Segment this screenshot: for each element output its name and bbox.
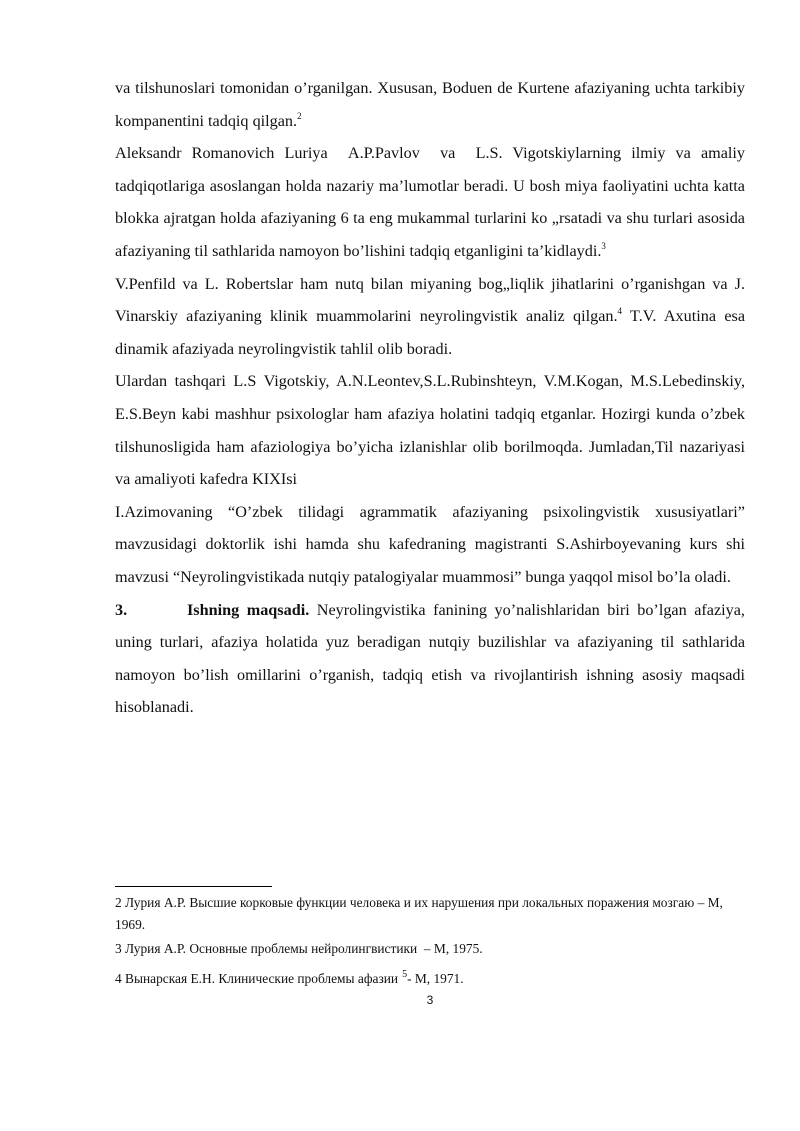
footnote-text: 4 Вынарская Е.Н. Клинические проблемы афазии — [115, 971, 399, 986]
paragraph-text: va tilshunoslari tomonidan o’rganilgan. Xususan, Boduen de Kurtene afaziyaning uchta tarkibiy kompanentini tadqiq qilgan. — [115, 79, 745, 130]
page-number: 3 — [426, 993, 434, 1007]
document-body — [115, 72, 745, 724]
footnote-ref-3[interactable]: 3 — [601, 240, 606, 251]
paragraph-4 — [115, 365, 745, 495]
paragraph-text: V.Penfild va L. Robertslar ham nutq bilan miyaning bog„liqlik jihatlarini o’rganishgan va J. Vinarskiy afaziyaning klinik muammolarini neyrolingvistik analiz qilgan. — [115, 274, 745, 326]
footnote-2: 2 Лурия А.Р. Высшие корковые функции человека и их нарушения при локальных поражения мозгаю – М, 1969. — [115, 895, 723, 932]
paragraph-2 — [115, 137, 745, 267]
footnote-ref-5[interactable]: 5 — [402, 969, 408, 980]
paragraph-3 — [115, 268, 745, 366]
section-heading: Ishning maqsadi. — [187, 600, 310, 619]
paragraph-text: Aleksandr Romanovich Luriya A.P.Pavlov va L.S. Vigotskiylarning ilmiy va amaliy tadqiqotlariga asoslangan holda nazariy ma’lumotlar beradi. U bosh miya faoliyatini uchta katta blokka ajratgan holda afaziyaning 6 ta eng mukammal turlarini ko „rsatadi va shu turlari asosida afaziyaning til sathlarida namoyon bo’lishini tadqiq etganligini ta’kidlaydi. — [115, 144, 745, 260]
paragraph-text: I.Azimovaning “O’zbek tilidagi agrammatik afaziyaning psixolingvistik xususiyatlari” mavzusidagi doktorlik ishi hamda shu kafedraning magistranti S.Ashirboyevaning kurs shi mavzusi “Neyrolingvistikada nutqiy patalogiyalar muammosi” bunga yaqqol misol bo’la oladi. — [115, 502, 745, 586]
section-text: Neyrolingvistika fanining yo’nalishlaridan biri bo’lgan afaziya, uning turlari, afaziya holatida yuz beradigan nutqiy buzilishlar va afaziyaning til sathlarida namoyon bo’lish omillarini o’rganish, tadqiq etish va rivojlantirish ishning asosiy maqsadi hisoblanadi. — [115, 600, 745, 717]
footnote-3: 3 Лурия А.Р. Основные проблемы нейролингвистики – М, 1975. — [115, 941, 483, 956]
footnote-text-continued: - М, 1971. — [407, 971, 464, 986]
paragraph-5 — [115, 496, 745, 594]
footnote-ref-4[interactable]: 4 — [617, 306, 623, 317]
section-number: 3. — [115, 600, 128, 619]
footnote-separator — [115, 886, 272, 887]
footnotes — [115, 892, 745, 990]
footnote-4 — [115, 968, 745, 990]
paragraph-text-continued: T.V. Axutina esa dinamik afaziyada neyrolingvistik tahlil olib boradi. — [115, 307, 745, 358]
paragraph-1 — [115, 72, 745, 137]
goal-section — [115, 594, 745, 724]
paragraph-text: Ulardan tashqari L.S Vigotskiy, A.N.Leontev,S.L.Rubinshteyn, V.M.Kogan, M.S.Lebedinskiy, E.S.Beyn kabi mashhur psixologlar ham afaziya holatini tadqiq etganlar. Hozirgi kunda o’zbek tilshunosligida ham afaziologiya bo’yicha izlanishlar olib borilmoqda. Jumladan,Til nazariyasi va amaliyoti kafedra KIXIsi — [115, 372, 745, 489]
footnote-ref-2[interactable]: 2 — [297, 110, 302, 121]
